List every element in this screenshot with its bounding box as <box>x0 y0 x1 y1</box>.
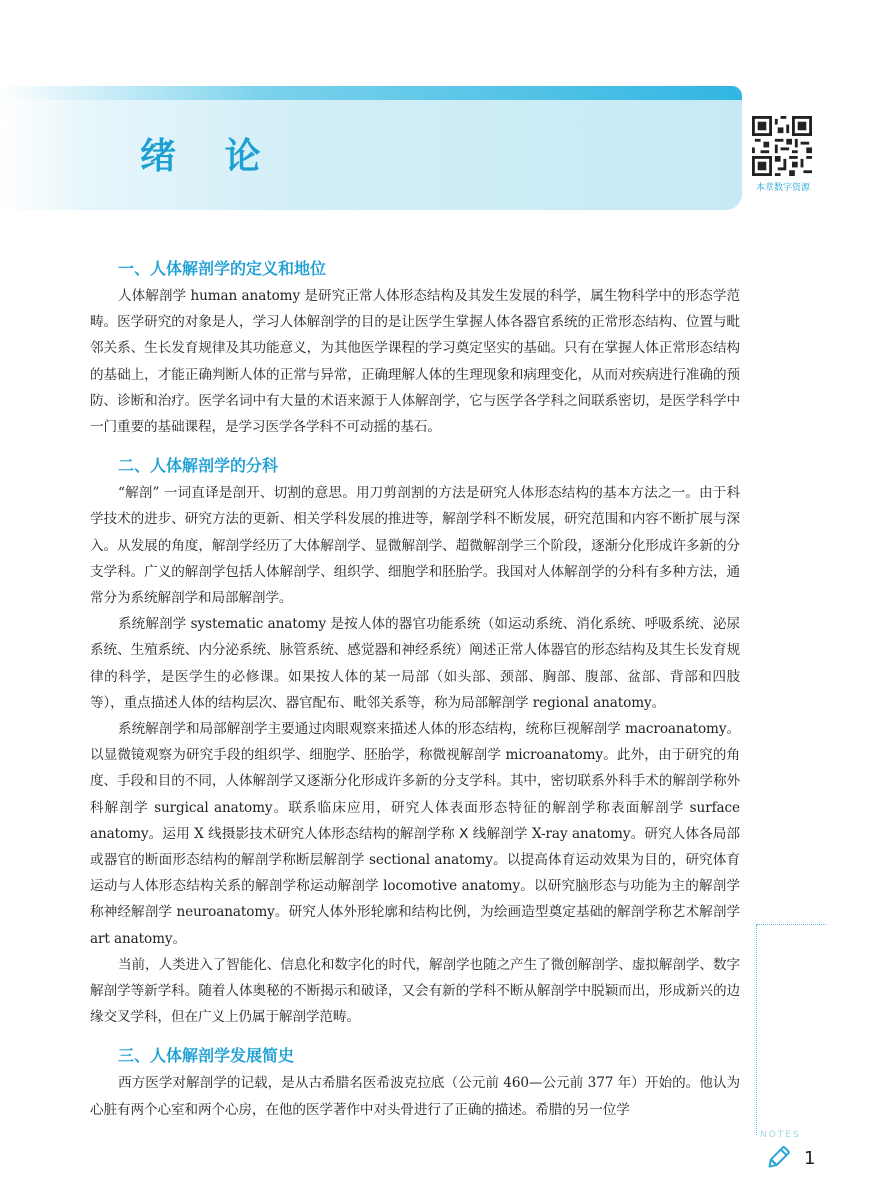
text-run: 当前，人类进入了智能化、信息化和数字化的时代，解剖学也随之产生了微创解剖学、虚拟解剖学、数字解剖学等新学科。随着人体奥秘的不断揭示和破译，又会有新的学科不断从解剖学中脱颖而出，形成新兴的边缘交叉学科，但在广义上仍属于解剖学范畴。 <box>90 956 740 1026</box>
text-run: art anatomy。 <box>90 930 186 947</box>
text-run: macroanatomy。以显微镜观察为研究手段的组织学、细胞学、胚胎学，称 <box>90 721 740 764</box>
term-highlight: 外科解剖学 <box>90 773 740 816</box>
text-run: systematic anatomy 是按人体的器官功能系统（如运动系统、消化系统、呼吸系统、泌尿系统、生殖系统、内分泌系统、脉管系统、感觉器和神经系统）阐述正常人体器官的形态结构及其生长发育规律的科学，是医学生的必修课。如果按人体的某一局部（如头部、颈部、胸部、腹部、盆部、背部和四肢等），重点描述人体的结构层次、器官配布、毗邻关系等，称为 <box>90 616 741 711</box>
paragraph <box>90 1070 740 1122</box>
chapter-title: 绪 论 <box>140 136 279 177</box>
section-heading: 三、人体解剖学发展简史 <box>118 1046 295 1066</box>
text-run: locomotive anatomy。以研究脑形态与功能为主的解剖学称 <box>90 878 740 921</box>
text-run: regional anatomy。 <box>528 694 666 711</box>
section-history <box>90 1042 740 1122</box>
term-highlight: 表面解剖学 <box>610 799 685 816</box>
text-run: surgical anatomy。联系临床应用，研究人体表面形态特征的解剖学称 <box>148 799 611 816</box>
text-run: “解剖” 一词直译是剖开、切割的意思。用刀剪剖割的方法是研究人体形态结构的基本方法之一。由于科学技术的进步、研究方法的更新、相关学科发展的推进等，解剖学科不断发展，研究范围和内容不断扩展与深入。从发展的角度，解剖学经历了大体解剖学、显微解剖学、超微解剖学三个阶段，逐渐分化形成许多新的分支学科。广义的解剖学包括人体解剖学、组织学、细胞学和胚胎学。我国对人体解剖学的分科有多种方法，通常分为系统解剖学和局部解剖学。 <box>90 485 740 607</box>
qr-caption: 本章数字资源 <box>755 183 810 193</box>
section-heading: 一、人体解剖学的定义和地位 <box>118 259 327 278</box>
text-run: X-ray anatomy。研究人体各局部或器官的断面形态结构的解剖学称 <box>90 825 740 869</box>
banner-strip <box>0 86 742 100</box>
term-highlight: 微视解剖学 <box>432 747 502 764</box>
paragraph <box>90 952 740 1031</box>
paragraph <box>90 283 740 440</box>
paragraph <box>90 611 740 716</box>
term-highlight: 局部解剖学 <box>461 694 529 711</box>
term-highlight: 运动解剖学 <box>309 878 379 895</box>
notes-divider <box>756 924 826 925</box>
qr-code-icon[interactable] <box>752 116 812 176</box>
paragraph <box>90 480 740 611</box>
section-definition <box>90 255 740 440</box>
page-number: 1 <box>804 1148 816 1169</box>
term-highlight: X 线解剖学 <box>459 825 528 842</box>
paragraph <box>90 716 740 952</box>
text-run: 系统解剖学和局部解剖学主要通过肉眼观察来描述人体的形态结构，统称 <box>118 721 553 738</box>
chapter-banner <box>0 86 742 210</box>
term-highlight: 系统解剖学 <box>118 616 187 633</box>
section-branches <box>90 452 740 1030</box>
text-run: 西方医学对解剖学的记载，是从古希腊名医希波克拉底（公元前 460—公元前 377 年）开始的。他认为心脏有两个心室和两个心房，在他的医学著作中对头骨进行了正确的描述。希腊的另一位学 <box>90 1075 740 1118</box>
text-run: surface anatomy。运用 X 线摄影技术研究人体形态结构的解剖学称 <box>90 799 740 842</box>
term-highlight: 神经解剖学 <box>103 904 173 921</box>
text-run: neuroanatomy。研究人体外形轮廓和结构比例，为绘画造型奠定基础的解剖学称 <box>172 904 672 921</box>
main-content <box>90 255 740 1123</box>
notes-margin-line <box>756 925 757 1135</box>
pencil-icon <box>764 1144 792 1172</box>
text-run: microanatomy。此外，由于研究的角度、手段和目的不同，人体解剖学又逐渐分化形成许多新的分支学科。其中，密切联系外科手术的解剖学称 <box>90 747 740 790</box>
term-highlight: 巨视解剖学 <box>552 721 621 738</box>
term-highlight: 人体解剖学 <box>118 288 187 304</box>
text-run: sectional anatomy。以提高体育运动效果为目的，研究体育运动与人体形态结构关系的解剖学称 <box>90 852 740 895</box>
term-highlight: 断层解剖学 <box>295 852 365 869</box>
text-run: human anatomy 是研究正常人体形态结构及其发生发展的科学，属生物科学中的形态学范畴。医学研究的对象是人，学习人体解剖学的目的是让医学生掌握人体各器官系统的正常形态结构、位置与毗邻关系、生长发育规律及其功能意义，为其他医学课程的学习奠定坚实的基础。只有在掌握人体正常形态结构的基础上，才能正确判断人体的正常与异常，正确理解人体的生理现象和病理变化，从而对疾病进行准确的预防、诊断和治疗。医学名词中有大量的术语来源于人体解剖学，它与医学各学科之间联系密切，是医学科学中一门重要的基础课程，是学习医学各学科不可动摇的基石。 <box>90 288 741 436</box>
notes-label: NOTES <box>760 1130 801 1140</box>
section-heading: 二、人体解剖学的分科 <box>118 456 279 476</box>
term-highlight: 艺术解剖学 <box>671 904 740 921</box>
